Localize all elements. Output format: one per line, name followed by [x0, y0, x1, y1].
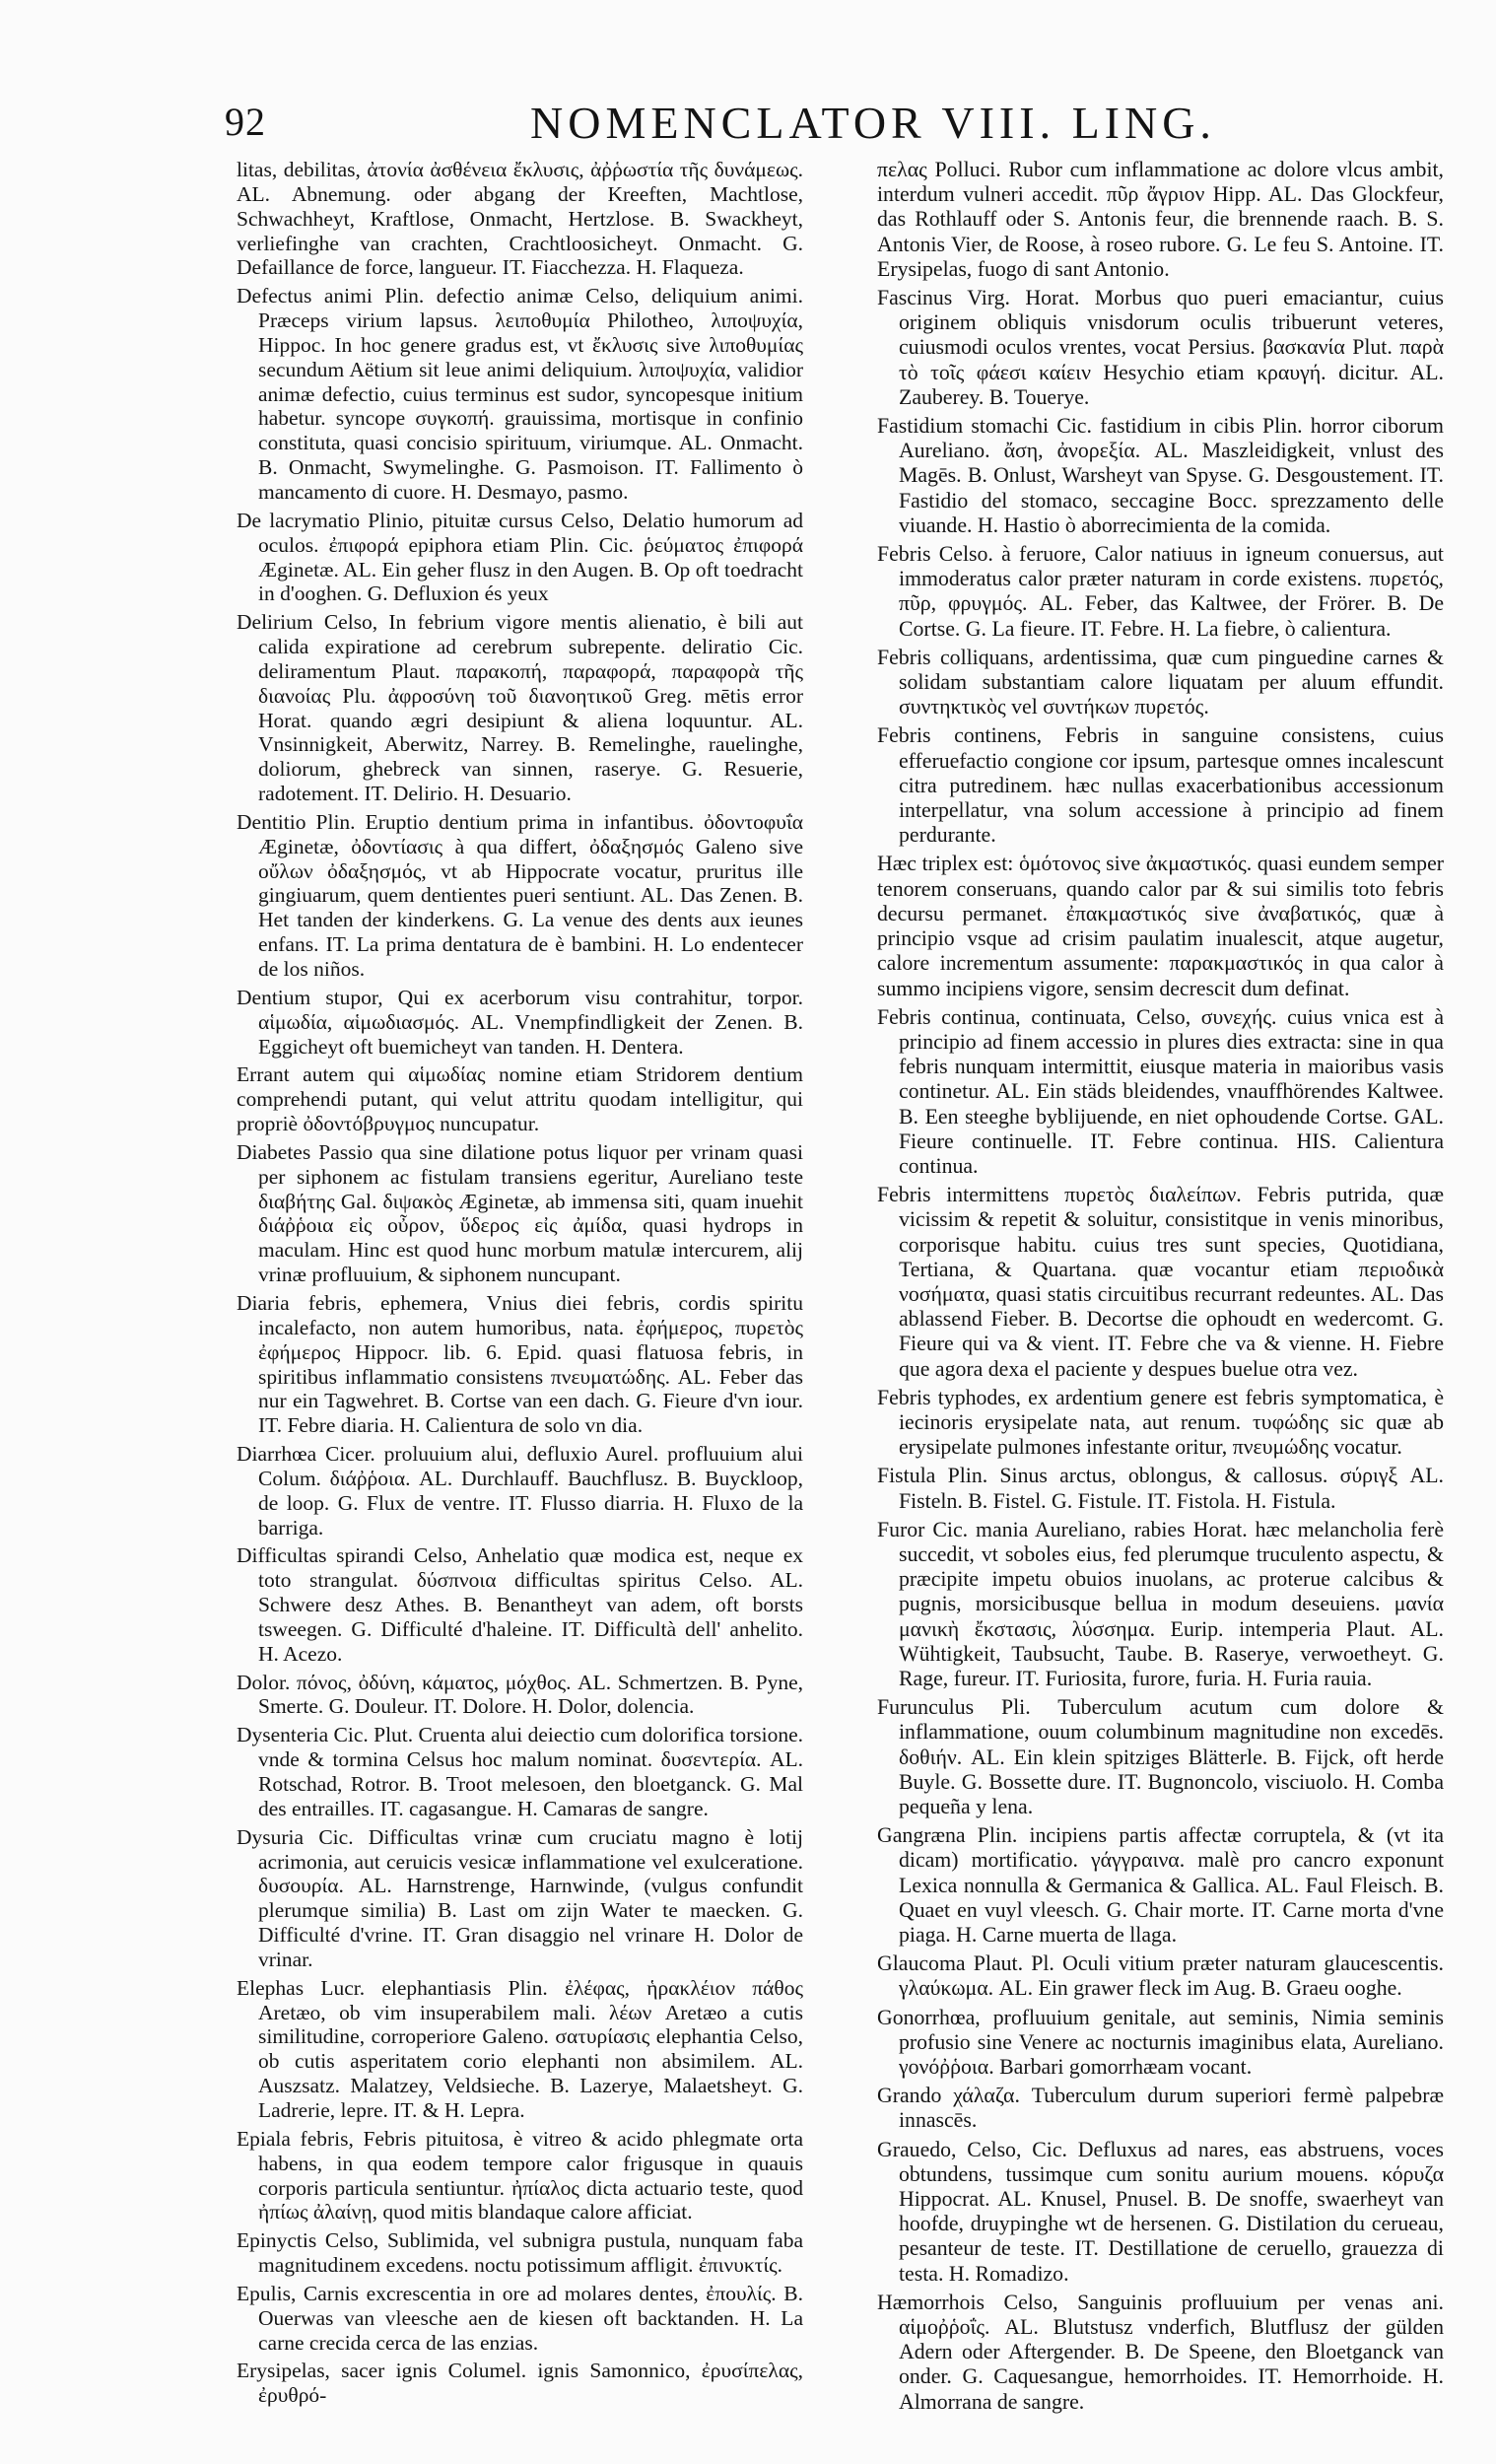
- dictionary-entry: Glaucoma Plaut. Pl. Oculi vitium præter naturam glaucescentis. γλαύκωμα. AL. Ein grawer fleck im Aug. B. Graeu ooghe.: [877, 1951, 1444, 2001]
- dictionary-entry: Febris Celso. à feruore, Calor natiuus in igneum conuersus, aut immoderatus calor præter naturam in corde existens. πυρετός, πῦρ, φρυγμός. AL. Feber, das Kaltwee, der Frörer. B. De Cortse. G. La fieure. IT. Febre. H. La fiebre, ò calientura.: [877, 542, 1444, 641]
- dictionary-entry: Diabetes Passio qua sine dilatione potus liquor per vrinam quasi per siphonem ac fistulam transiens egeritur, Aureliano teste διαβήτης Gal. διψακὸς Æginetæ, ab immensa siti, quam inuehit διάῤῥοια εἰς οὖρον, ὕδερος εἰς ἀμίδα, quasi hydrops in maculam. Hinc est quod hunc morbum matulæ intercurem, alij vrinæ profluuium, & siphonem nuncupant.: [237, 1139, 803, 1287]
- page-header: [225, 91, 1216, 150]
- right-column: [877, 158, 1444, 2419]
- dictionary-entry: Errant autem qui αἱμωδίας nomine etiam Stridorem dentium comprehendi putant, qui velut attritu quodam intelligitur, qui propriè ὀδοντόβρυγμος nuncupatur.: [237, 1062, 803, 1136]
- dictionary-entry: Difficultas spirandi Celso, Anhelatio quæ modica est, neque ex toto strangulat. δύσπνοια difficultas spiritus Celso. AL. Schwere desz Athes. B. Benantheyt van adem, oft borsts tsweegen. G. Difficulté d'haleine. IT. Difficultà dell' anhelito. H. Acezo.: [237, 1543, 803, 1666]
- dictionary-entry: Dentitio Plin. Eruptio dentium prima in infantibus. ὀδοντοφυΐα Æginetæ, ὀδοντίασις à qua differt, ὀδαξησμός Galeno sive οὔλων ὀδαξησμός, vt ab Hippocrate vocatur, pruritus ille gingiuarum, quem dentientes pueri sentiunt. AL. Das Zenen. B. Het tanden der kinderkens. G. La venue des dents aux ieunes enfans. IT. La prima dentatura de è bambini. H. Lo endentecer de los niños.: [237, 809, 803, 981]
- running-title: NOMENCLATOR VIII. LING.: [530, 98, 1216, 148]
- left-column: [237, 158, 803, 2412]
- dictionary-entry: Diarrhœa Cicer. proluuium alui, defluxio Aurel. profluuium alui Colum. διάῤῥοια. AL. Durchlauff. Bauchflusz. B. Buyckloop, de loop. G. Flux de ventre. IT. Flusso diarria. H. Fluxo de la barriga.: [237, 1442, 803, 1540]
- dictionary-entry: Fascinus Virg. Horat. Morbus quo pueri emaciantur, cuius originem obliquis vnisdorum oculis tribuerunt veteres, cuiusmodi oculos vrentes, vocat Persius. βασκανία Plut. παρὰ τὸ τοῖς φάεσι καίειν Hesychio etiam κραυγή. dicitur. AL. Zauberey. B. Touerye.: [877, 286, 1444, 409]
- dictionary-entry: Dysenteria Cic. Plut. Cruenta alui deiectio cum dolorifica torsione. vnde & tormina Celsus hoc malum nominat. δυσεντερία. AL. Rotschad, Rotror. B. Troot melesoen, den bloetganck. G. Mal des entrailles. IT. cagasangue. H. Camaras de sangre.: [237, 1723, 803, 1820]
- dictionary-entry: Hæmorrhois Celso, Sanguinis profluuium per venas ani. αἱμοῤῥοΐς. AL. Blutstusz vnderfich, Blutflusz der gülden Adern oder Aftergender. B. De Speene, den Bloetganck van onder. G. Caquesangue, hemorrhoides. IT. Hemorrhoide. H. Almorrana de sangre.: [877, 2290, 1444, 2414]
- dictionary-entry: Furor Cic. mania Aureliano, rabies Horat. hæc melancholia ferè succedit, vt soboles eius, fed plerumque truculento aspectu, & præcipite impetu obuios inuolans, ac proterue calcibus & pugnis, morsicibusque bellua in modum deseuiens. μανία μανικὴ ἔκστασις, λύσσημα. Eurip. intemperia Plaut. AL. Wühtigkeit, Taubsucht, Taube. B. Raserye, verwoetheyt. G. Rage, fureur. IT. Furiosita, furore, furia. H. Furia rauia.: [877, 1517, 1444, 1690]
- dictionary-entry: Defectus animi Plin. defectio animæ Celso, deliquium animi. Præceps virium lapsus. λειποθυμία Philotheo, λιποψυχία, Hippoc. In hoc genere gradus est, vt ἔκλυσις sive λιποθυμίας secundum Aëtium sit leue animi deliquium. λιποψυχία, validior animæ defectio, cuius terminus est sudor, syncopesque initium habetur. syncope συγκοπή. grauissima, mortisque in confinio constituta, quasi concisio spirituum, viriumque. AL. Onmacht. B. Onmacht, Swymelinghe. G. Pasmoison. IT. Fallimento ò mancamento di cuore. H. Desmayo, pasmo.: [237, 284, 803, 504]
- dictionary-entry: De lacrymatio Plinio, pituitæ cursus Celso, Delatio humorum ad oculos. ἐπιφορά epiphora etiam Plin. Cic. ῥεύματος ἐπιφορά Æginetæ. AL. Ein geher flusz in den Augen. B. Op oft toedracht in d'ooghen. G. Defluxion és yeux: [237, 508, 803, 606]
- dictionary-entry: Diaria febris, ephemera, Vnius diei febris, cordis spiritu incalefacto, non autem humoribus, nata. ἐφήμερος, πυρετὸς ἐφήμερος Hippocr. lib. 6. Epid. quasi flatuosa febris, in spiritibus inflammatio consistens πνευματώδης. AL. Feber das nur ein Tagwehret. B. Cortse van een dach. G. Fieure d'vn iour. IT. Febre diaria. H. Calientura de solo vn dia.: [237, 1290, 803, 1438]
- dictionary-entry: Febris continens, Febris in sanguine consistens, cuius efferuefactio congione cor ipsum, partesque omnes incalescunt citra putredinem. hæc nullas exacerbationibus accessionum interpellatur, vna solum accessione à principio ad finem perdurante.: [877, 723, 1444, 848]
- dictionary-entry: Febris continua, continuata, Celso, συνεχής. cuius vnica est à principio ad finem accessio in plures dies extracta: sine in qua febris nunquam intermittit, eiusque materia in maioribus vasis continetur. AL. Ein städs bleidendes, vnauffhörendes Kaltwee. B. Een steeghe byblijuende, en niet ophoudende Cortse. GAL. Fieure continuelle. IT. Febre continua. HIS. Calientura continua.: [877, 1004, 1444, 1178]
- dictionary-entry: Dentium stupor, Qui ex acerborum visu contrahitur, torpor. αἱμωδία, αἱμωδιασμός. AL. Vnempfindligkeit der Zenen. B. Eggicheyt oft buemicheyt van tanden. H. Dentera.: [237, 985, 803, 1059]
- dictionary-entry: Hæc triplex est: ὁμότονος sive ἀκμαστικός. quasi eundem semper tenorem conseruans, quando calor par & sui similis toto febris decursu permanet. ἐπακμαστικός sive ἀναβατικός, quæ à principio vsque ad crisim paulatim inualescit, atque augetur, calore incrementum assumente: παρακμαστικός in qua calor à summo incipiens vigore, sensim decrescit dum definat.: [877, 852, 1444, 1000]
- dictionary-entry: Febris colliquans, ardentissima, quæ cum pinguedine carnes & solidam substantiam calore liquatam per aluum effundit. συντηκτικὸς vel συντήκων πυρετός.: [877, 645, 1444, 719]
- page-number: 92: [225, 100, 266, 144]
- dictionary-entry: Furunculus Pli. Tuberculum acutum cum dolore & inflammatione, ouum columbinum magnitudine non excedēs. δοθιήν. AL. Ein klein spitziges Blätterle. B. Fijck, oft herde Buyle. G. Bossette dure. IT. Bugnoncolo, visciuolo. H. Comba pequeña y lena.: [877, 1695, 1444, 1818]
- dictionary-entry: Grando χάλαζα. Tuberculum durum superiori fermè palpebræ innascēs.: [877, 2084, 1444, 2133]
- dictionary-entry: Grauedo, Celso, Cic. Defluxus ad nares, eas abstruens, voces obtundens, tussimque cum sonitu aurium mouens. κόρυζα Hippocrat. AL. Knusel, Pnusel. B. De snoffe, swaerheyt van hoofde, druypinghe wt de hersenen. G. Distilation du cerueau, pesanteur de teste. IT. Destillatione de ceruello, grauezza di testa. H. Romadizo.: [877, 2137, 1444, 2286]
- dictionary-entry: Epulis, Carnis excrescentia in ore ad molares dentes, ἐπουλίς. B. Ouerwas van vleesche aen de kiesen oft backtanden. H. La carne crecida cerca de las enzias.: [237, 2281, 803, 2355]
- dictionary-entry: litas, debilitas, ἀτονία ἀσθένεια ἔκλυσις, ἀῤῥωστία τῆς δυνάμεως. AL. Abnemung. oder abgang der Kreeften, Machtlose, Schwachheyt, Kraftlose, Onmacht, Hertzlose. B. Swackheyt, verliefinghe van crachten, Crachtloosicheyt. Onmacht. G. Defaillance de force, langueur. IT. Fiacchezza. H. Flaqueza.: [237, 158, 803, 280]
- dictionary-entry: Fastidium stomachi Cic. fastidium in cibis Plin. horror ciborum Aureliano. ἄση, ἀνορεξία. AL. Maszleidigkeit, vnlust des Magēs. B. Onlust, Warsheyt van Spyse. G. Desgoustement. IT. Fastidio del stomaco, seccagine Bocc. sprezzamento delle viuande. H. Hastio ò aborrecimienta de la comida.: [877, 414, 1444, 537]
- dictionary-entry: Fistula Plin. Sinus arctus, oblongus, & callosus. σύριγξ AL. Fisteln. B. Fistel. G. Fistule. IT. Fistola. H. Fistula.: [877, 1464, 1444, 1513]
- dictionary-entry: Dysuria Cic. Difficultas vrinæ cum cruciatu magno è lotij acrimonia, aut ceruicis vesicæ inflammatione vel exulceratione. δυσουρία. AL. Harnstrenge, Harnwinde, (vulgus confundit plerumque similia) B. Last om zijn Water te maecken. G. Difficulté d'vrine. IT. Gran disaggio nel vrinare H. Dolor de vrinar.: [237, 1824, 803, 1971]
- dictionary-entry: Delirium Celso, In febrium vigore mentis alienatio, è bili aut calida expiratione ad cerebrum subrepente. deliratio Cic. deliramentum Plaut. παρακοπή, παραφορά, παραφορὰ τῆς διανοίας Plu. ἀφροσύνη τοῦ διανοητικοῦ Greg. mētis error Horat. quando ægri desipiunt & aliena loquuntur. AL. Vnsinnigkeit, Aberwitz, Narrey. B. Remelinghe, rauelinghe, doliorum, ghebreck van sinnen, raserye. G. Resuerie, radotement. IT. Delirio. H. Desuario.: [237, 610, 803, 806]
- dictionary-entry: Febris intermittens πυρετὸς διαλείπων. Febris putrida, quæ vicissim & repetit & soluitur, consistitque in venis minoribus, corporisque habitu. cuius tres sunt species, Quotidiana, Tertiana, & Quartana. quæ vocantur etiam περιοδικὰ νοσήματα, quasi statis circuitibus recurrant redeuntes. AL. Das ablassend Fieber. B. Decortse die ophoudt en wedercomt. G. Fieure qui va & vient. IT. Febre che va & vienne. H. Fiebre que agora dexa el paciente y despues buelue otra vez.: [877, 1183, 1444, 1381]
- dictionary-entry: Erysipelas, sacer ignis Columel. ignis Samonnico, ἐρυσίπελας, ἐρυθρό-: [237, 2359, 803, 2408]
- dictionary-entry: Gonorrhœa, profluuium genitale, aut seminis, Nimia seminis profusio sine Venere ac nocturnis imaginibus elata, Aureliano. γονόῤῥοια. Barbari gomorrhæam vocant.: [877, 2005, 1444, 2080]
- dictionary-entry: Dolor. πόνος, ὀδύνη, κάματος, μόχθος. AL. Schmertzen. B. Pyne, Smerte. G. Douleur. IT. Dolore. H. Dolor, dolencia.: [237, 1670, 803, 1719]
- dictionary-entry: Elephas Lucr. elephantiasis Plin. ἐλέφας, ἡρακλέιον πάθος Aretæo, ob vim insuperabilem mali. λέων Aretæo a cutis similitudine, corroperiore Galeno. σατυρίασις elephantia Celso, ob cutis asperitatem corio elephanti non absimilem. AL. Auszsatz. Malatzey, Veldsieche. B. Lazerye, Malaetsheyt. G. Ladrerie, lepre. IT. & H. Lepra.: [237, 1975, 803, 2122]
- dictionary-entry: Epiala febris, Febris pituitosa, è vitreo & acido phlegmate orta habens, in qua eodem tempore calor frigusque in quauis corporis particula sentiuntur. ἠπίαλος dicta actuario teste, quod ἠπίως ἀλαίνῃ, quod mitis blandaque calore afficiat.: [237, 2126, 803, 2224]
- dictionary-entry: Gangræna Plin. incipiens partis affectæ corruptela, & (vt ita dicam) mortificatio. γάγγραινα. malè pro cancro exponunt Lexica nonnulla & Germanica & Gallica. AL. Faul Fleisch. B. Quaet en vuyl vleesch. G. Chair morte. IT. Carne morta d'vne piaga. H. Carne muerta de llaga.: [877, 1823, 1444, 1948]
- dictionary-entry: Febris typhodes, ex ardentium genere est febris symptomatica, è iecinoris erysipelate nata, aut renum. τυφώδης sic quæ ab erysipelate pulmones infestante oritur, πνευμώδης vocatur.: [877, 1385, 1444, 1460]
- dictionary-entry: πελας Polluci. Rubor cum inflammatione ac dolore vlcus ambit, interdum vulneri accedit. πῦρ ἄγριον Hipp. AL. Das Glockfeur, das Rothlauff oder S. Antonis feur, die brennende raach. B. S. Antonis Vier, de Roose, à roseo rubore. G. Le feu S. Antoine. IT. Erysipelas, fuogo di sant Antonio.: [877, 158, 1444, 281]
- dictionary-entry: Epinyctis Celso, Sublimida, vel subnigra pustula, nunquam faba magnitudinem excedens. noctu potissimum affligit. ἐπινυκτίς.: [237, 2228, 803, 2278]
